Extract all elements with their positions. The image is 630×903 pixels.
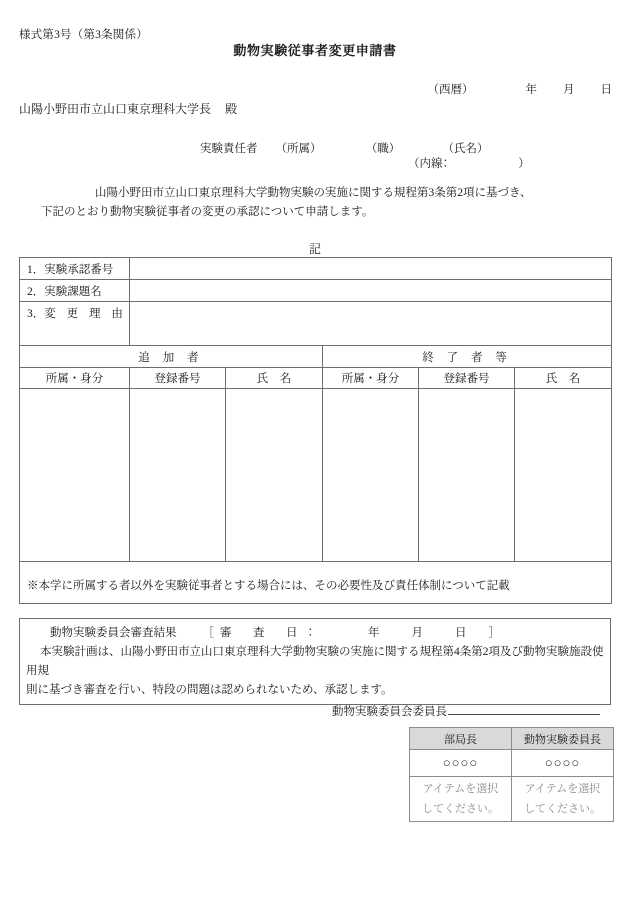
approval-seal-row <box>410 750 614 777</box>
responsible-affiliation-field[interactable]: （所属） <box>275 143 322 155</box>
approval-select-row <box>410 777 614 822</box>
form-number: 様式第3号（第3条関係） <box>19 29 148 41</box>
year-label: 年 <box>525 84 537 96</box>
row-label-change-reason <box>20 302 130 346</box>
committee-paragraph-1: 本実験計画は、山陽小野田市立山口東京理科大学動物実験の実施に関する規程第4条第2項及び動物実験施設使用規 <box>26 646 604 677</box>
document-title: 動物実験従事者変更申請書 <box>233 43 397 58</box>
committee-heading: 動物実験委員会審査結果 <box>50 627 177 639</box>
signature-rule[interactable] <box>448 701 600 715</box>
extension-line[interactable] <box>408 155 530 171</box>
row-value-approval-number[interactable] <box>130 258 612 280</box>
entry-cell-ended-regno[interactable] <box>419 389 515 562</box>
responsible-person-line <box>200 140 489 156</box>
committee-review-box <box>19 618 611 718</box>
row-label-change-reason-number: 3． <box>27 308 45 320</box>
responsible-position-field[interactable]: （職） <box>371 143 401 155</box>
table-row-subject-name <box>20 280 612 302</box>
review-date-label: 審 査 日 <box>220 627 303 639</box>
row-value-subject-name[interactable] <box>130 280 612 302</box>
column-header-ended-name: 氏 名 <box>515 368 612 389</box>
group-header-row <box>20 346 612 368</box>
calendar-label: （西暦） <box>427 84 474 96</box>
body-paragraph <box>19 184 611 222</box>
approval-select-committee-chair-line1: アイテムを選択 <box>524 783 601 795</box>
date-line <box>0 81 612 97</box>
note-row <box>20 562 612 604</box>
addressee-honorific: 殿 <box>225 102 238 116</box>
approval-select-bureau-chief-line1: アイテムを選択 <box>422 783 499 795</box>
ki-marker: 記 <box>308 242 321 256</box>
extension-open-label: （内線： <box>408 158 449 170</box>
column-header-added-affiliation: 所属・身分 <box>20 368 130 389</box>
responsible-label: 実験責任者 <box>200 143 258 155</box>
column-header-added-name: 氏 名 <box>226 368 323 389</box>
review-day-label: 日 <box>455 627 467 639</box>
extension-close-label: ） <box>518 158 530 170</box>
group-header-ended: 終 了 者 等 <box>323 346 612 368</box>
row-label-change-reason-text: 変 更 理 由 <box>44 308 127 320</box>
entry-cell-added-name[interactable] <box>226 389 323 562</box>
approval-select-bureau-chief-line2: してください。 <box>422 803 499 815</box>
committee-signature-line <box>20 700 610 722</box>
approval-seal-committee-chair: ○○○○ <box>512 750 614 777</box>
day-label: 日 <box>600 84 612 96</box>
committee-signature-label: 動物実験委員会委員長 <box>332 706 447 718</box>
approval-header-row <box>410 728 614 750</box>
approval-select-committee-chair-line2: してください。 <box>524 803 601 815</box>
approval-seal-bureau-chief: ○○○○ <box>410 750 512 777</box>
approval-header-committee-chair: 動物実験委員長 <box>512 728 614 750</box>
body-line-2: 下記のとおり動物実験従事者の変更の承認について申請します。 <box>41 206 374 218</box>
entry-cell-ended-name[interactable] <box>515 389 612 562</box>
addressee <box>19 100 237 117</box>
main-form-table <box>19 257 612 604</box>
entry-cell-ended-affiliation[interactable] <box>323 389 419 562</box>
table-note: ※本学に所属する者以外を実験従事者とする場合には、その必要性及び責任体制について記載 <box>20 562 612 604</box>
table-row-change-reason <box>20 302 612 346</box>
committee-paragraph-2: 則に基づき審査を行い、特段の問題は認められないため、承認します。 <box>26 684 393 696</box>
entry-cell-added-regno[interactable] <box>130 389 226 562</box>
addressee-name: 山陽小野田市立山口東京理科大学長 <box>19 102 212 116</box>
review-year-label: 年 <box>368 627 380 639</box>
row-value-change-reason[interactable] <box>130 302 612 346</box>
row-label-subject-name: 2．実験課題名 <box>20 280 130 302</box>
table-row <box>20 389 612 562</box>
group-header-added: 追 加 者 <box>20 346 323 368</box>
column-header-ended-regno: 登録番号 <box>419 368 515 389</box>
review-date-colon: ： <box>304 627 316 639</box>
entry-cell-added-affiliation[interactable] <box>20 389 130 562</box>
bracket-open: ［ <box>202 627 214 639</box>
approval-stamp-table <box>409 727 614 822</box>
body-line-1: 山陽小野田市立山口東京理科大学動物実験の実施に関する規程第3条第2項に基づき、 <box>95 187 532 199</box>
bracket-close: ］ <box>488 627 500 639</box>
column-header-row <box>20 368 612 389</box>
row-label-approval-number: 1．実験承認番号 <box>20 258 130 280</box>
column-header-added-regno: 登録番号 <box>130 368 226 389</box>
approval-header-bureau-chief: 部局長 <box>410 728 512 750</box>
month-label: 月 <box>563 84 575 96</box>
review-month-label: 月 <box>411 627 423 639</box>
column-header-ended-affiliation: 所属・身分 <box>323 368 419 389</box>
approval-select-bureau-chief[interactable] <box>410 777 512 822</box>
table-row-approval-number <box>20 258 612 280</box>
approval-select-committee-chair[interactable] <box>512 777 614 822</box>
committee-heading-line <box>20 619 610 643</box>
responsible-name-field[interactable]: （氏名） <box>448 143 489 155</box>
